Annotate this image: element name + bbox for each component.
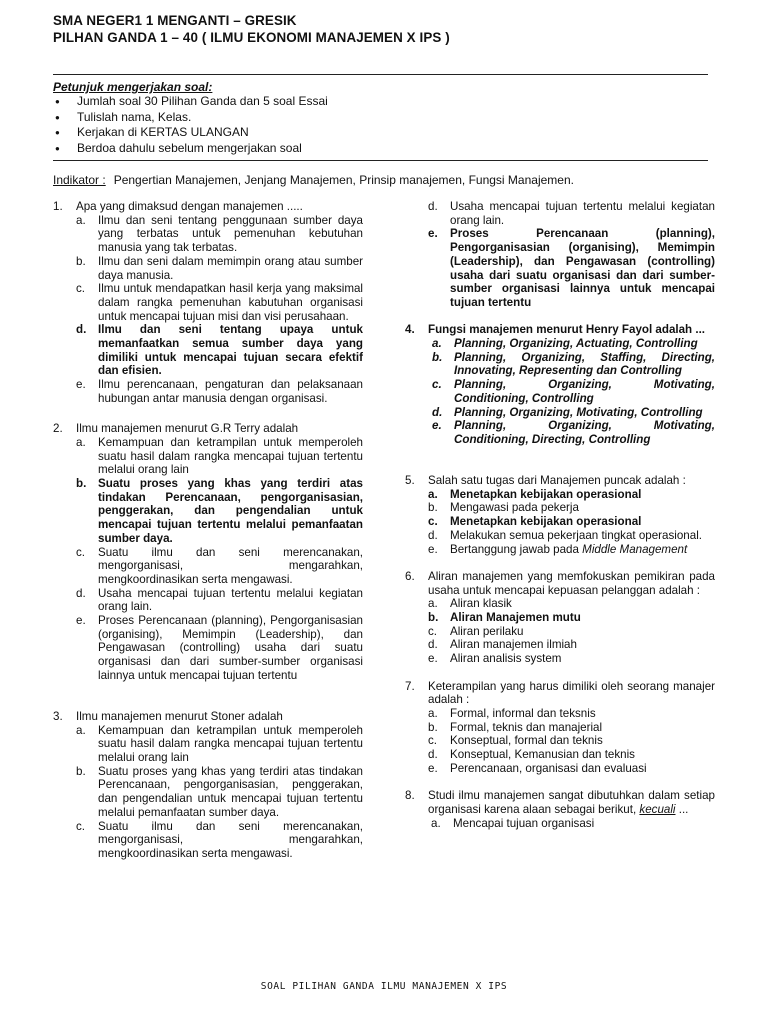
question-6: 6. Aliran manajemen yang memfokuskan pemikiran pada usaha untuk mencapai kepuasan pelanggan adalah : a. Aliran klasik b. Aliran Manajemen mutu c. Aliran perilaku d. Aliran manajemen ilmiah e. Aliran analisis system bbox=[405, 569, 715, 666]
option-e: e. Perencanaan, organisasi dan evaluasi bbox=[428, 761, 647, 775]
option-a: a. Kemampuan dan ketrampilan untuk memperoleh suatu hasil dalam rangka mencapai tujuan tertentu melalui orang lain bbox=[76, 435, 363, 477]
option-d: d. Melakukan semua pekerjaan tingkat operasional. bbox=[428, 528, 702, 542]
option-d: d. Konseptual, Kemanusian dan teknis bbox=[428, 748, 635, 762]
option-e: e. Planning, Organizing, Motivating, Conditioning, Directing, Controlling bbox=[432, 419, 715, 446]
option-d: d. Planning, Organizing, Motivating, Controlling bbox=[432, 405, 703, 419]
option-a: a. Aliran klasik bbox=[428, 597, 512, 611]
option-c: c. Aliran perilaku bbox=[428, 624, 524, 638]
question-text: Keterampilan yang harus dimiliki oleh seorang manajer adalah : bbox=[428, 679, 715, 707]
exam-header bbox=[53, 12, 450, 46]
school-title: SMA NEGER1 1 MENGANTI – GRESIK bbox=[53, 13, 297, 28]
question-1: 1. Apa yang dimaksud dengan manajemen ..... a. Ilmu dan seni tentang penggunaan sumber daya yang terbatas untuk pemenuhan kebutuhan manusia yang tak terbatas. b. Ilmu dan seni dalam memimpin orang atau sumber daya manusia. c. Ilmu untuk mendapatkan hasil kerja yang maksimal dalam rangka pemenuhan kabutuhan organisasi untuk mencapai tujuan misi dan visi perusahaan. d. Ilmu dan seni tentang upaya untuk memanfaatkan semua sumber daya yang dimiliki untuk mencapai tujuan secara efektif dan efisien. e. Ilmu perencanaan, pengaturan dan pelaksanaan hubungan antar manusia dengan organisasi. bbox=[53, 200, 363, 405]
option-e: e. Proses Perencanaan (planning), Pengorganisasian (organising), Memimpin (Leadership), dan Pengawasan (controlling) usaha dari suatu organisasi dan dari sumber-sumber organisasi lainnya untuk mencapai tujuan tertentu bbox=[76, 614, 363, 682]
left-column bbox=[53, 200, 363, 861]
option-a: a. Formal, informal dan teksnis bbox=[428, 706, 596, 720]
question-text: Ilmu manajemen menurut G.R Terry adalah bbox=[76, 422, 299, 436]
option-b: b. Suatu proses yang khas yang terdiri atas tindakan Perencanaan, pengorganisasian, penggerakan, dan pengendalian untuk mencapai tujuan tertentu melalui pemanfaatan sumber daya. bbox=[76, 764, 363, 819]
option-d: d. Usaha mencapai tujuan tertentu melalui kegiatan orang lain. bbox=[428, 200, 715, 227]
option-a: a. Mencapai tujuan organisasi bbox=[431, 816, 595, 830]
question-text: Fungsi manajemen menurut Henry Fayol adalah ... bbox=[428, 323, 706, 337]
option-b: b. Planning, Organizing, Staffing, Directing, Innovating, Representing dan Controlling bbox=[432, 350, 715, 378]
question-text: Aliran manajemen yang memfokuskan pemikiran pada usaha untuk mencapai kepuasan pelanggan adalah : bbox=[428, 569, 715, 597]
instructions-list bbox=[53, 94, 328, 156]
option-b: b. Suatu proses yang khas yang terdiri atas tindakan Perencanaan, pengorganisasian, penggerakan, dan pengendalian untuk mencapai tujuan tertentu melalui pemanfaatan sumber daya. bbox=[76, 477, 363, 545]
question-text: Salah satu tugas dari Manajemen puncak adalah : bbox=[428, 474, 686, 488]
instruction-item: ● Berdoa dahulu sebelum mengerjakan soal bbox=[53, 141, 328, 157]
option-d: d. Aliran manajemen ilmiah bbox=[428, 638, 577, 652]
option-a: a. Menetapkan kebijakan operasional bbox=[428, 487, 642, 501]
option-b: b. Ilmu dan seni dalam memimpin orang atau sumber daya manusia. bbox=[76, 254, 363, 282]
option-a: a. Planning, Organizing, Actuating, Controlling bbox=[432, 337, 698, 351]
indikator-label: Indikator : bbox=[53, 173, 106, 187]
question-text: Studi ilmu manajemen sangat dibutuhkan dalam setiap organisasi karena alaan sebagai berikut, kecuali ... bbox=[428, 789, 715, 816]
option-b: b. Aliran Manajemen mutu bbox=[428, 611, 581, 625]
question-8: 8. Studi ilmu manajemen sangat dibutuhkan dalam setiap organisasi karena alaan sebagai berikut, kecuali ... a. Mencapai tujuan organisasi bbox=[405, 789, 715, 830]
option-a: a. Kemampuan dan ketrampilan untuk memperoleh suatu hasil dalam rangka mencapai tujuan tertentu melalui orang lain bbox=[76, 723, 363, 765]
option-c: c. Konseptual, formal dan teknis bbox=[428, 734, 603, 748]
page-footer: SOAL PILIHAN GANDA ILMU MANAJEMEN X IPS bbox=[260, 981, 508, 992]
option-d: d. Usaha mencapai tujuan tertentu melalui kegiatan orang lain. bbox=[76, 586, 363, 614]
option-e: e. Aliran analisis system bbox=[428, 652, 562, 666]
question-2: 2. Ilmu manajemen menurut G.R Terry adalah a. Kemampuan dan ketrampilan untuk memperoleh suatu hasil dalam rangka mencapai tujuan tertentu melalui orang lain b. Suatu proses yang khas yang terdiri atas tindakan Perencanaan, pengorganisasian, penggerakan, dan pengendalian untuk mencapai tujuan tertentu melalui pemanfaatan sumber daya. c. Suatu ilmu dan seni merencanakan, mengorganisasi, mengarahkan, mengkoordinasikan serta mengawasi. d. Usaha mencapai tujuan tertentu melalui kegiatan orang lain. e. Proses Perencanaan (planning), Pengorganisasian (organising), Memimpin (Leadership), dan Pengawasan (controlling) usaha dari suatu organisasi dan dari sumber-sumber organisasi lainnya untuk mencapai tujuan tertentu bbox=[53, 422, 363, 682]
option-e: e. Ilmu perencanaan, pengaturan dan pelaksanaan hubungan antar manusia dengan organisasi. bbox=[76, 378, 363, 405]
question-text: Apa yang dimaksud dengan manajemen ..... bbox=[76, 200, 303, 213]
question-5: 5. Salah satu tugas dari Manajemen puncak adalah : a. Menetapkan kebijakan operasional b. Mengawasi pada pekerja c. Menetapkan kebijakan operasional d. Melakukan semua pekerjaan tingkat operasional. e. Bertanggung jawab pada Middle Management bbox=[405, 474, 715, 556]
option-c: c. Planning, Organizing, Motivating, Conditioning, Controlling bbox=[432, 378, 715, 405]
option-c: c. Suatu ilmu dan seni merencanakan, mengorganisasi, mengarahkan, mengkoordinasikan serta mengawasi. bbox=[76, 819, 363, 860]
option-e: e. Bertanggung jawab pada Middle Management bbox=[428, 542, 688, 556]
indikator-line bbox=[53, 173, 574, 187]
indikator-text: Pengertian Manajemen, Jenjang Manajemen, Prinsip manajemen, Fungsi Manajemen. bbox=[113, 173, 574, 187]
instructions-title: Petunjuk mengerjakan soal: bbox=[53, 80, 213, 94]
divider-top bbox=[53, 74, 708, 75]
instruction-item: ● Kerjakan di KERTAS ULANGAN bbox=[53, 125, 328, 141]
option-d: d. Ilmu dan seni tentang upaya untuk memanfaatkan semua sumber daya yang dimiliki untuk mencapai tujuan secara efektif dan efisien. bbox=[76, 323, 363, 378]
instruction-item: ● Tulislah nama, Kelas. bbox=[53, 110, 328, 126]
option-a: a. Ilmu dan seni tentang penggunaan sumber daya yang terbatas untuk pemenuhan kebutuhan manusia yang tak terbatas. bbox=[76, 213, 363, 255]
option-e: e. Proses Perencanaan (planning), Pengorganisasian (organising), Memimpin (Leadership), dan Pengawasan (controlling) usaha dari suatu organisasi dan dari sumber-sumber organisasi lainnya untuk mencapai tujuan tertentu bbox=[428, 227, 715, 309]
right-column bbox=[405, 200, 715, 830]
option-b: b. Mengawasi pada pekerja bbox=[428, 501, 579, 515]
question-3-continued bbox=[405, 200, 715, 310]
option-c: c. Menetapkan kebijakan operasional bbox=[428, 515, 642, 529]
question-4: 4. Fungsi manajemen menurut Henry Fayol adalah ... a. Planning, Organizing, Actuating, Controlling b. Planning, Organizing, Staffing, Directing, Innovating, Representing dan Controlling c. Planning, Organizing, Motivating, Conditioning, Controlling d. Planning, Organizing, Motivating, Controlling e. Planning, Organizing, Motivating, Conditioning, Directing, Controlling bbox=[405, 323, 715, 446]
question-text: Ilmu manajemen menurut Stoner adalah bbox=[76, 709, 283, 723]
question-7: 7. Keterampilan yang harus dimiliki oleh seorang manajer adalah : a. Formal, informal dan teksnis b. Formal, teknis dan manajerial c. Konseptual, formal dan teknis d. Konseptual, Kemanusian dan teknis e. Perencanaan, organisasi dan evaluasi bbox=[405, 679, 715, 775]
option-b: b. Formal, teknis dan manajerial bbox=[428, 720, 603, 734]
question-3: 3. Ilmu manajemen menurut Stoner adalah a. Kemampuan dan ketrampilan untuk memperoleh suatu hasil dalam rangka mencapai tujuan tertentu melalui orang lain b. Suatu proses yang khas yang terdiri atas tindakan Perencanaan, pengorganisasian, penggerakan, dan pengendalian untuk mencapai tujuan tertentu melalui pemanfaatan sumber daya. c. Suatu ilmu dan seni merencanakan, mengorganisasi, mengarahkan, mengkoordinasikan serta mengawasi. bbox=[53, 709, 363, 860]
instruction-item: ● Jumlah soal 30 Pilihan Ganda dan 5 soal Essai bbox=[53, 94, 328, 110]
option-c: c. Suatu ilmu dan seni merencanakan, mengorganisasi, mengarahkan, mengkoordinasikan serta mengawasi. bbox=[76, 545, 363, 586]
divider-bottom bbox=[53, 160, 708, 161]
option-c: c. Ilmu untuk mendapatkan hasil kerja yang maksimal dalam rangka pemenuhan kabutuhan organisasi untuk mencapai tujuan misi dan visi perusahaan. bbox=[76, 282, 363, 323]
exam-title: PILHAN GANDA 1 – 40 ( ILMU EKONOMI MANAJEMEN X IPS ) bbox=[53, 30, 450, 45]
